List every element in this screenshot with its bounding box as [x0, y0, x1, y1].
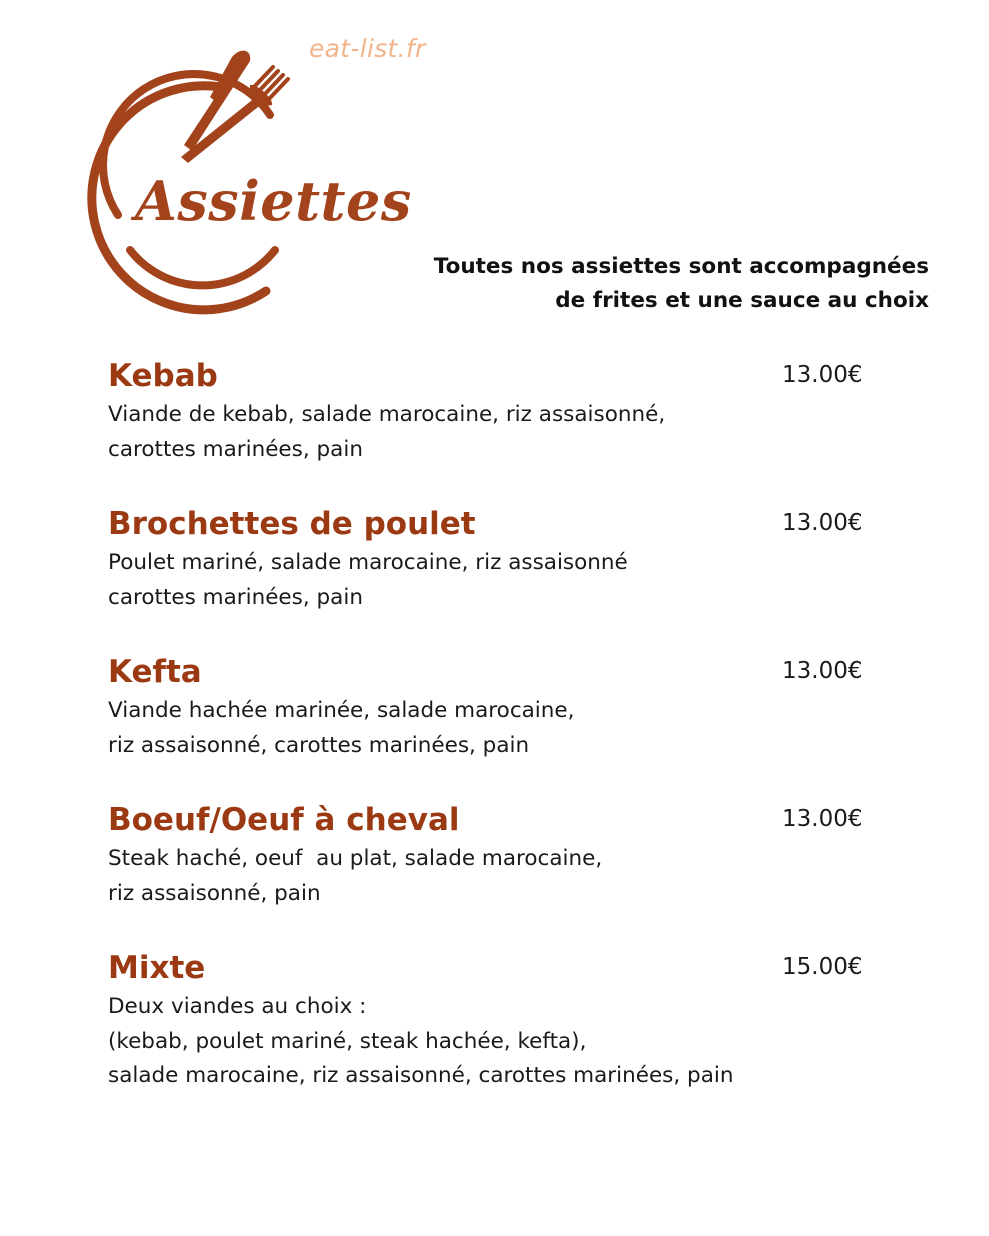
item-description-line: Viande de kebab, salade marocaine, riz assaisonné, [108, 402, 666, 427]
menu-item [108, 502, 898, 650]
intro-line-2: de frites et une sauce au choix [555, 288, 929, 313]
watermark: eat-list.fr [309, 34, 426, 63]
item-description-line: riz assaisonné, carottes marinées, pain [108, 732, 530, 758]
item-description [108, 842, 898, 911]
menu-list [108, 354, 898, 1106]
menu-item [108, 354, 898, 502]
item-price: 15.00€ [782, 954, 863, 980]
item-description-line: carottes marinées, pain [108, 436, 363, 462]
item-description-line: Steak haché, oeuf au plat, salade marocaine, [108, 846, 603, 871]
item-name: Kefta [108, 654, 202, 690]
menu-item [108, 798, 898, 946]
item-description-line: (kebab, poulet mariné, steak hachée, kefta), [108, 1028, 587, 1054]
item-price: 13.00€ [782, 362, 863, 388]
menu-item [108, 650, 898, 798]
intro-text [369, 250, 929, 318]
menu-item [108, 946, 898, 1106]
logo-title: Assiettes [135, 169, 412, 233]
item-description-line: salade marocaine, riz assaisonné, carottes marinées, pain [108, 1063, 734, 1088]
item-description [108, 398, 898, 467]
item-description [108, 546, 898, 615]
item-name: Mixte [108, 950, 206, 986]
item-description [108, 990, 898, 1094]
item-name: Boeuf/Oeuf à cheval [108, 802, 460, 838]
item-description-line: Poulet mariné, salade marocaine, riz assaisonné [108, 550, 628, 575]
item-price: 13.00€ [782, 510, 863, 536]
item-description-line: Viande hachée marinée, salade marocaine, [108, 698, 575, 723]
item-name: Kebab [108, 358, 218, 394]
item-description-line: carottes marinées, pain [108, 584, 363, 610]
item-description-line: Deux viandes au choix : [108, 994, 367, 1019]
item-price: 13.00€ [782, 806, 863, 832]
item-description-line: riz assaisonné, pain [108, 880, 321, 906]
item-name: Brochettes de poulet [108, 506, 476, 542]
item-price: 13.00€ [782, 658, 863, 684]
intro-line-1: Toutes nos assiettes sont accompagnées [433, 254, 929, 279]
item-description [108, 694, 898, 763]
